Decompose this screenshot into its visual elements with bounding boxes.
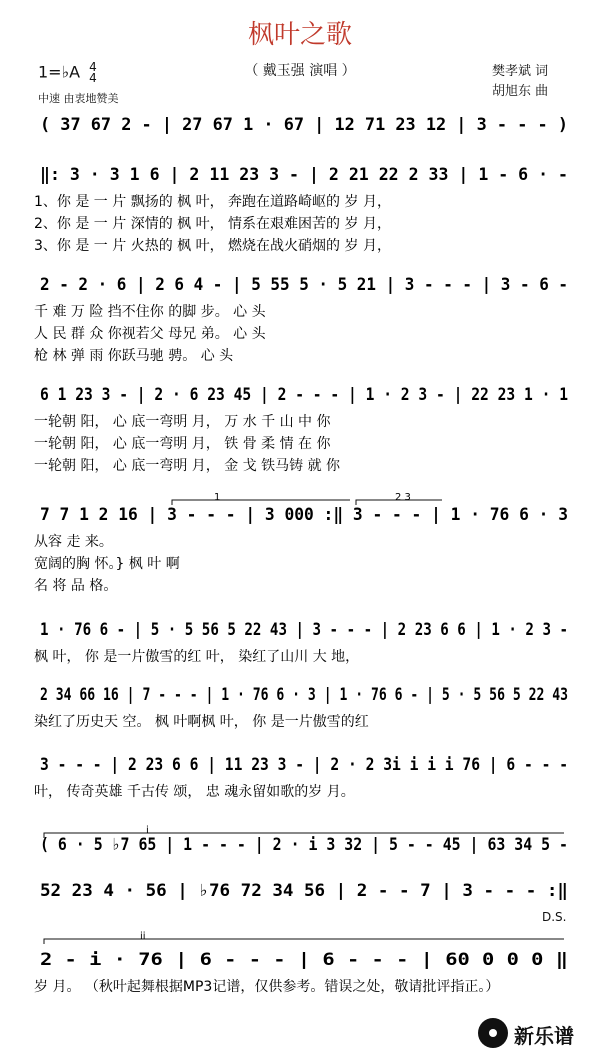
song-title: 枫叶之歌	[247, 20, 352, 50]
lyricist-credit: 樊孝斌 词	[492, 64, 549, 79]
volta-label-2: 2 3	[395, 492, 411, 503]
notation-row: 3 - - - | 2 23 6 6 | 11 23 3 - | 2 · 2 3i i i i 76 | 6 - - -	[40, 755, 568, 775]
lyric-line: 枪 林 弹 雨 你跃马驰 骋。 心 头	[34, 348, 234, 364]
notation-row: 6 1 23 3 - | 2 · 6 23 45 | 2 - - - | 1 · 2 3 - | 22 23 1 · 1	[40, 385, 568, 405]
site-logo	[478, 1018, 596, 1050]
lyric-line: 染红了历史天 空。 枫 叶啊枫 叶， 你 是一片傲雪的红	[34, 714, 369, 730]
key-label: 1=♭A	[38, 62, 81, 82]
lyric-line: 枫 叶， 你 是一片傲雪的红 叶， 染红了山川 大 地，	[34, 649, 360, 665]
record-icon	[478, 1018, 508, 1048]
lyric-line: 3、你 是 一 片 火热的 枫 叶， 燃烧在战火硝烟的 岁 月，	[34, 238, 391, 254]
notation-row: ‖: 3 · 3 1 6 | 2 11 23 3 - | 2 21 22 2 33 | 1 - 6 · -	[40, 165, 568, 185]
coda-bracket-ii	[44, 939, 564, 944]
site-name: 新乐谱	[514, 1024, 574, 1048]
notation-row: 52 23 4 · 56 | ♭76 72 34 56 | 2 - - 7 | 3 - - - :‖	[40, 881, 568, 901]
lyric-line: 名 将 品 格。	[34, 578, 118, 594]
notation-row: 2 - 2 · 6 | 2 6 4 - | 5 55 5 · 5 21 | 3 - - - | 3 - 6 -	[40, 275, 568, 295]
lyric-line: 一轮朝 阳， 心 底一弯明 月， 金 戈 铁马铸 就 你	[34, 458, 341, 474]
lyric-line: 一轮朝 阳， 心 底一弯明 月， 万 水 千 山 中 你	[34, 414, 331, 430]
singer-credit: （ 戴玉强 演唱 ）	[244, 63, 356, 79]
notation-row: 1 · 76 6 - | 5 · 5 56 5 22 43 | 3 - - - | 2 23 6 6 | 1 · 2 3 -	[40, 620, 568, 640]
notation-row: 2 - i · 76 | 6 - - - | 6 - - - | 60 0 0 0 ‖	[40, 950, 568, 970]
lyric-line: 一轮朝 阳， 心 底一弯明 月， 铁 骨 柔 情 在 你	[34, 436, 331, 452]
lyric-line: 1、你 是 一 片 飘扬的 枫 叶， 奔跑在道路崎岖的 岁 月，	[34, 194, 391, 210]
lyric-line: 宽阔的胸 怀。} 枫 叶 啊	[34, 556, 180, 572]
notation-row: ( 37 67 2 - | 27 67 1 · 67 | 12 71 23 12 | 3 - - - )	[40, 115, 568, 135]
time-top: 4	[89, 60, 97, 74]
lyric-line: 叶， 传奇英雄 千古传 颂， 忠 魂永留如歌的岁 月。	[34, 784, 355, 800]
lyric-line: 从容 走 来。	[34, 534, 113, 550]
volta-label-1: 1	[214, 492, 221, 503]
lyric-line: 岁 月。 （秋叶起舞根据MP3记谱，仅供参考。错误之处，敬请批评指正。）	[34, 979, 500, 995]
time-bottom: 4	[89, 71, 97, 85]
coda-label-i: i	[146, 825, 149, 836]
composer-credit: 胡旭东 曲	[492, 84, 549, 99]
lyric-line: 人 民 群 众 你视若父 母兄 弟。 心 头	[34, 326, 266, 342]
lyric-line: 2、你 是 一 片 深情的 枫 叶， 情系在艰难困苦的 岁 月，	[34, 216, 391, 232]
tempo-marking: 中速 由衷地赞美	[38, 92, 119, 105]
lyric-line: 千 难 万 险 挡不住你 的脚 步。 心 头	[34, 304, 266, 320]
coda-label-ii: ii	[140, 931, 146, 942]
ds-marking: D.S.	[542, 910, 567, 924]
notation-row: ( 6 · 5 ♭7 65 | 1 - - - | 2 · i 3 32 | 5 - - 45 | 63 34 5 -	[40, 835, 568, 855]
notation-row: 2 34 66 16 | 7 - - - | 1 · 76 6 · 3 | 1 · 76 6 - | 5 · 5 56 5 22 43	[40, 685, 568, 705]
notation-row: 7 7 1 2 16 | 3 - - - | 3 000 :‖ 3 - - - | 1 · 76 6 · 3	[40, 505, 568, 525]
